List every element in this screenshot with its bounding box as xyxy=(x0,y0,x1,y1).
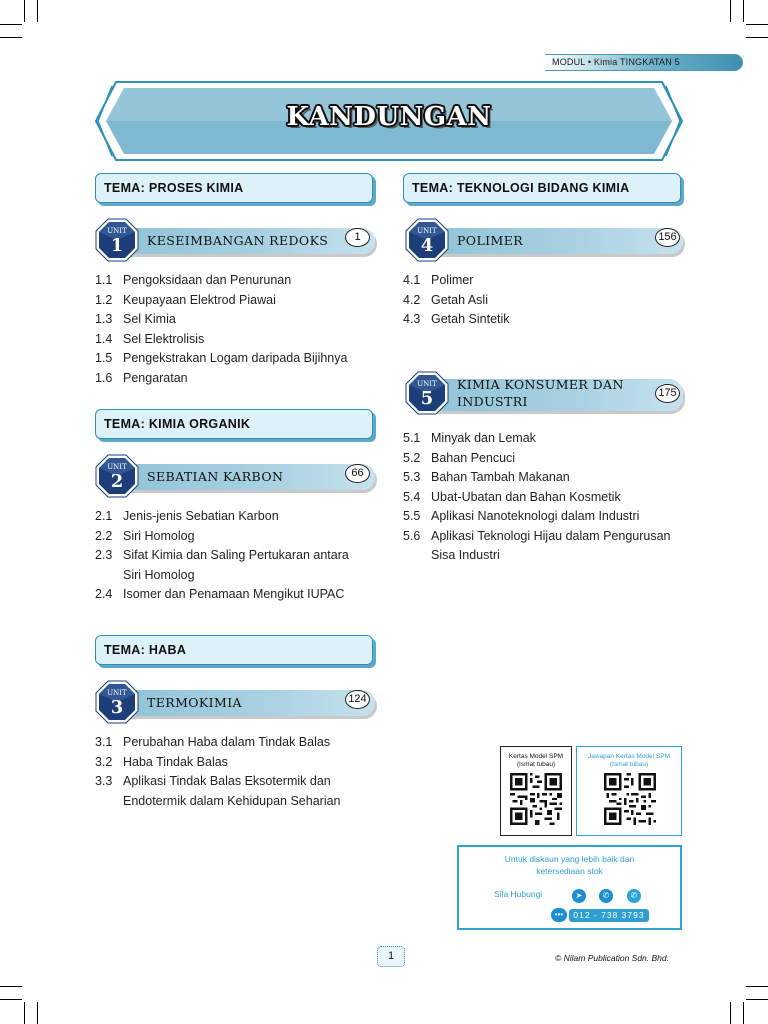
contents-banner xyxy=(94,80,684,162)
topic-number: 5.5 xyxy=(403,509,421,523)
topic-number: 2.1 xyxy=(95,509,113,523)
unit-number: 2 xyxy=(110,471,124,492)
copyright-text: © Nilam Publication Sdn. Bhd. xyxy=(555,953,669,963)
list-item[interactable] xyxy=(403,527,688,566)
unit-4-header[interactable] xyxy=(405,222,683,258)
topic-title: Keupayaan Elektrod Piawai xyxy=(123,292,276,307)
page-title: KANDUNGAN xyxy=(286,102,492,132)
list-item[interactable] xyxy=(95,507,375,527)
module-tag xyxy=(545,54,743,71)
topic-number: 4.3 xyxy=(403,312,421,326)
list-item[interactable] xyxy=(95,733,375,753)
topic-title: Ubat-Ubatan dan Bahan Kosmetik xyxy=(431,489,621,504)
unit-3-header[interactable] xyxy=(95,684,375,720)
unit-page-number: 175 xyxy=(655,384,680,403)
list-item[interactable] xyxy=(403,468,688,488)
qr-caption xyxy=(501,753,571,769)
qr-caption xyxy=(577,753,681,769)
topic-number: 4.2 xyxy=(403,292,421,307)
unit-word: UNIT xyxy=(107,463,127,471)
topic-number: 1.3 xyxy=(95,312,113,326)
list-item[interactable] xyxy=(95,585,375,605)
topic-title: Pengekstrakan Logam daripada Bijihnya xyxy=(123,351,348,365)
unit-title-line2: INDUSTRI xyxy=(457,394,528,409)
topic-number: 2.3 xyxy=(95,548,113,562)
topic-title-continued: Sisa Industri xyxy=(431,548,500,562)
list-item[interactable] xyxy=(95,753,375,773)
topic-number: 5.1 xyxy=(403,431,421,445)
phone-number[interactable]: 012 - 738 3793 xyxy=(569,909,649,922)
unit-word: UNIT xyxy=(417,227,437,235)
topic-title: Aplikasi Tindak Balas Eksotermik dan xyxy=(123,774,331,788)
topic-title: Sel Kimia xyxy=(123,312,176,326)
list-item[interactable] xyxy=(95,527,375,547)
topic-title: Sel Elektrolisis xyxy=(123,331,205,346)
unit-title: TERMOKIMIA xyxy=(147,695,242,710)
list-item[interactable] xyxy=(403,488,688,508)
module-label: MODUL • Kimia TINGKATAN 5 xyxy=(552,57,680,67)
topic-title: Polimer xyxy=(431,273,474,287)
unit-word: UNIT xyxy=(417,380,437,388)
unit-number: 3 xyxy=(110,697,124,718)
contact-line2: ketersediaan stok xyxy=(536,866,603,876)
theme-label: TEMA: HABA xyxy=(104,643,187,657)
theme-header-proses xyxy=(95,173,373,203)
unit-title: POLIMER xyxy=(457,233,524,248)
unit-5-header[interactable] xyxy=(405,375,683,415)
list-item[interactable] xyxy=(95,349,375,369)
topic-number: 5.3 xyxy=(403,470,421,484)
theme-label: TEMA: PROSES KIMIA xyxy=(104,181,244,195)
topic-number: 3.1 xyxy=(95,735,113,749)
topic-number: 4.1 xyxy=(403,273,421,287)
contact-label: Sila Hubungi xyxy=(494,889,543,899)
list-item[interactable] xyxy=(95,369,375,389)
list-item[interactable] xyxy=(403,449,688,469)
topic-number: 2.4 xyxy=(95,587,113,601)
whatsapp-icon[interactable]: ✆ xyxy=(627,889,641,903)
qr-caption-sub: (Ismat tubau) xyxy=(516,761,556,768)
topic-number: 1.4 xyxy=(95,331,113,346)
list-item[interactable] xyxy=(95,772,375,811)
qr-caption-sub: (Ismat tubau) xyxy=(609,761,649,768)
topic-number: 1.6 xyxy=(95,370,113,385)
topic-title: Aplikasi Teknologi Hijau dalam Pengurusan xyxy=(431,528,671,543)
unit-5-topics xyxy=(403,429,688,566)
topic-number: 1.1 xyxy=(95,273,113,287)
unit-number: 5 xyxy=(420,388,434,409)
topic-title: Perubahan Haba dalam Tindak Balas xyxy=(123,735,331,749)
topic-title: Getah Sintetik xyxy=(431,312,510,326)
unit-1-header[interactable] xyxy=(95,222,375,258)
list-item[interactable] xyxy=(95,310,375,330)
qr-card-jawapan[interactable] xyxy=(576,746,682,836)
topic-title: Pengoksidaan dan Penurunan xyxy=(123,273,292,287)
unit-page-number: 124 xyxy=(345,690,370,709)
unit-4-topics xyxy=(403,271,683,330)
unit-word: UNIT xyxy=(107,227,127,235)
unit-title: SEBATIAN KARBON xyxy=(147,469,284,484)
unit-title xyxy=(457,376,624,410)
qr-code-icon xyxy=(604,773,656,825)
unit-3-topics xyxy=(95,733,375,811)
qr-card-kertas-model[interactable] xyxy=(500,746,572,836)
topic-number: 2.2 xyxy=(95,528,113,543)
topic-title: Jenis-jenis Sebatian Karbon xyxy=(123,509,279,523)
topic-title: Aplikasi Nanoteknologi dalam Industri xyxy=(431,509,640,523)
topic-number: 5.4 xyxy=(403,489,421,504)
topic-title: Haba Tindak Balas xyxy=(123,754,228,769)
theme-header-teknologi xyxy=(403,173,681,203)
theme-header-haba xyxy=(95,635,373,665)
topic-number: 5.2 xyxy=(403,450,421,465)
list-item[interactable] xyxy=(95,291,375,311)
telegram-icon[interactable]: ➤ xyxy=(572,889,586,903)
contact-message xyxy=(459,853,680,877)
list-item[interactable] xyxy=(403,291,683,311)
phone-icon[interactable]: ✆ xyxy=(599,889,613,903)
unit-2-header[interactable] xyxy=(95,458,375,494)
unit-2-topics xyxy=(95,507,375,605)
topic-title: Bahan Pencuci xyxy=(431,450,516,465)
topic-number: 1.5 xyxy=(95,351,113,365)
unit-number: 1 xyxy=(110,235,124,256)
unit-title-line1: KIMIA KONSUMER DAN xyxy=(457,377,624,392)
topic-title: Pengaratan xyxy=(123,370,188,385)
unit-page-number: 156 xyxy=(655,228,680,247)
theme-label: TEMA: TEKNOLOGI BIDANG KIMIA xyxy=(412,181,630,195)
topic-number: 3.2 xyxy=(95,754,113,769)
topic-title: Minyak dan Lemak xyxy=(431,431,536,445)
topic-title-continued: Siri Homolog xyxy=(123,567,195,582)
qr-caption-title: Jawapan Kertas Model SPM xyxy=(587,753,670,760)
topic-title: Sifat Kimia dan Saling Pertukaran antara xyxy=(123,548,349,562)
unit-title: KESEIMBANGAN REDOKS xyxy=(147,233,329,248)
topic-title: Getah Asli xyxy=(431,292,488,307)
topic-title: Isomer dan Penamaan Mengikut IUPAC xyxy=(123,587,345,601)
qr-caption-title: Kertas Model SPM xyxy=(508,753,564,760)
unit-word: UNIT xyxy=(107,689,127,697)
list-item[interactable] xyxy=(95,546,375,585)
list-item[interactable] xyxy=(403,271,683,291)
contact-line1: Untuk diskaun yang lebih baik dan xyxy=(504,854,635,864)
topic-number: 5.6 xyxy=(403,528,421,543)
topic-number: 3.3 xyxy=(95,774,113,788)
list-item[interactable] xyxy=(95,271,375,291)
topic-title: Siri Homolog xyxy=(123,528,195,543)
list-item[interactable] xyxy=(403,429,688,449)
topic-number: 1.2 xyxy=(95,292,113,307)
qr-code-icon xyxy=(510,773,562,825)
chat-icon: ••• xyxy=(551,908,567,922)
theme-label: TEMA: KIMIA ORGANIK xyxy=(104,417,251,431)
topic-title: Bahan Tambah Makanan xyxy=(431,470,570,484)
list-item[interactable] xyxy=(403,507,688,527)
list-item[interactable] xyxy=(95,330,375,350)
unit-number: 4 xyxy=(420,235,434,256)
topic-title-continued: Endotermik dalam Kehidupan Seharian xyxy=(123,793,341,808)
page-number: 1 xyxy=(377,946,405,967)
unit-1-topics xyxy=(95,271,375,388)
theme-header-organik xyxy=(95,409,373,439)
unit-page-number: 1 xyxy=(345,228,370,247)
contact-box xyxy=(457,845,682,930)
unit-page-number: 66 xyxy=(345,464,370,483)
list-item[interactable] xyxy=(403,310,683,330)
